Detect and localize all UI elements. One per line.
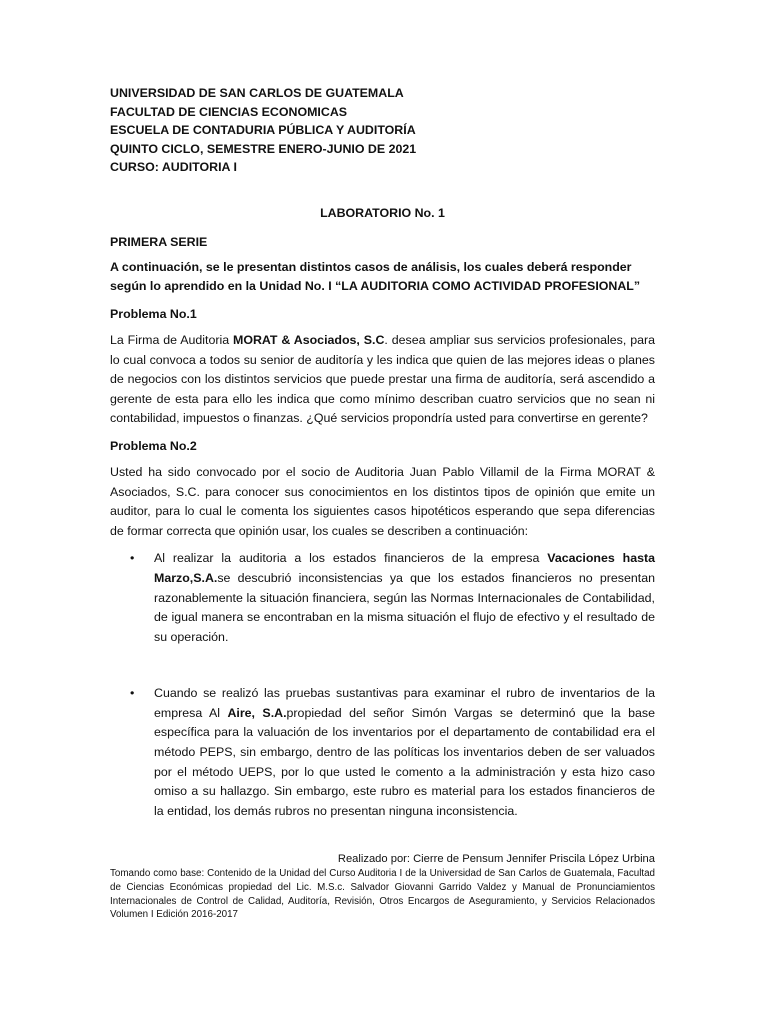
serie-title: PRIMERA SERIE bbox=[110, 234, 208, 249]
header-school: ESCUELA DE CONTADURIA PÚBLICA Y AUDITORÍA bbox=[110, 123, 416, 138]
list-item bbox=[110, 684, 655, 821]
problem1-paragraph bbox=[110, 331, 655, 429]
header-cycle: QUINTO CICLO, SEMESTRE ENERO-JUNIO DE 2021 bbox=[110, 141, 417, 156]
problem2-paragraph: Usted ha sido convocado por el socio de Auditoria Juan Pablo Villamil de la Firma MORAT & Asociados, S.C. para conocer sus conocimientos en los distintos tipos de opinión que emite un auditor, para lo cual le comenta los siguientes casos hipotéticos esperando que sepa diferencias de formar correcta que opinión usar, los cuales se describen a continuación: bbox=[110, 464, 655, 538]
problem1-text-before: La Firma de Auditoria bbox=[110, 332, 233, 347]
document-page bbox=[110, 84, 655, 821]
header-university: UNIVERSIDAD DE SAN CARLOS DE GUATEMALA bbox=[110, 86, 404, 100]
case2-company-name: Aire, S.A. bbox=[227, 705, 287, 720]
case1-text-after: se descubrió inconsistencias ya que los estados financieros no presentan razonablemente la situación financiera, según las Normas Internacionales de Contabilidad, de igual manera se encontraban en la misma situación el flujo de efectivo y el resultado de su operación. bbox=[154, 570, 655, 644]
case-list bbox=[110, 549, 655, 821]
intro-paragraph: A continuación, se le presentan distintos casos de análisis, los cuales deberá responder según lo aprendido en la Unidad No. I “LA AUDITORIA COMO ACTIVIDAD PROFESIONAL” bbox=[110, 259, 641, 294]
case2-text-after: propiedad del señor Simón Vargas se determinó que la base específica para la valuación de los inventarios por el departamento de contabilidad era el método PEPS, sin embargo, dentro de las políticas los inventarios deben de ser valuados por el método UEPS, por lo que usted le comento a la administración y esta hizo caso omiso a su hallazgo. Sin embargo, este rubro es material para los estados financieros de la entidad, los demás rubros no presentan ninguna inconsistencia. bbox=[154, 705, 655, 818]
bullet-icon: • bbox=[130, 551, 135, 566]
problem1-title: Problema No.1 bbox=[110, 306, 197, 321]
case1-text-before: Al realizar la auditoria a los estados financieros de la empresa bbox=[154, 551, 548, 566]
header-faculty: FACULTAD DE CIENCIAS ECONOMICAS bbox=[110, 104, 348, 119]
list-item bbox=[110, 549, 655, 647]
lab-title: LABORATORIO No. 1 bbox=[320, 205, 445, 220]
institution-header bbox=[110, 84, 655, 177]
header-course: CURSO: AUDITORIA I bbox=[110, 160, 237, 175]
source-note: Tomando como base: Contenido de la Unidad del Curso Auditoria I de la Universidad de San Carlos de Guatemala, Facultad de Ciencias Económicas propiedad del Lic. M.S.c. Salvador Giovanni Garrido Valdez y Manual de Pronunciamientos Internacionales de Control de Calidad, Auditoría, Revisión, Otros Encargos de Aseguramiento, y Servicios Relacionados Volumen I Edición 2016-2017 bbox=[110, 868, 655, 921]
problem1-text-after: . desea ampliar sus servicios profesionales, para lo cual convoca a todos su senior de auditoría y les indica que quien de las mejores ideas o planes de negocios con los distintos servicios que puede prestar una firma de auditoría, será ascendido a gerente de esta para ello les indica que como mínimo describan cuatro servicios que no sean ni contabilidad, impuestos o finanzas. ¿Qué servicios propondría usted para convertirse en gerente? bbox=[110, 332, 656, 426]
document-footer bbox=[110, 852, 655, 922]
case2-text-before: Cuando se realizó las pruebas sustantivas para examinar el rubro de inventarios de la empresa Al bbox=[154, 686, 655, 720]
bullet-icon: • bbox=[130, 686, 135, 701]
problem1-firm-name: MORAT & Asociados, S.C bbox=[233, 332, 385, 347]
problem2-title: Problema No.2 bbox=[110, 438, 197, 453]
author-credit: Realizado por: Cierre de Pensum Jennifer Priscila López Urbina bbox=[337, 853, 655, 865]
case1-company-name: Vacaciones hasta Marzo,S.A. bbox=[154, 551, 655, 585]
